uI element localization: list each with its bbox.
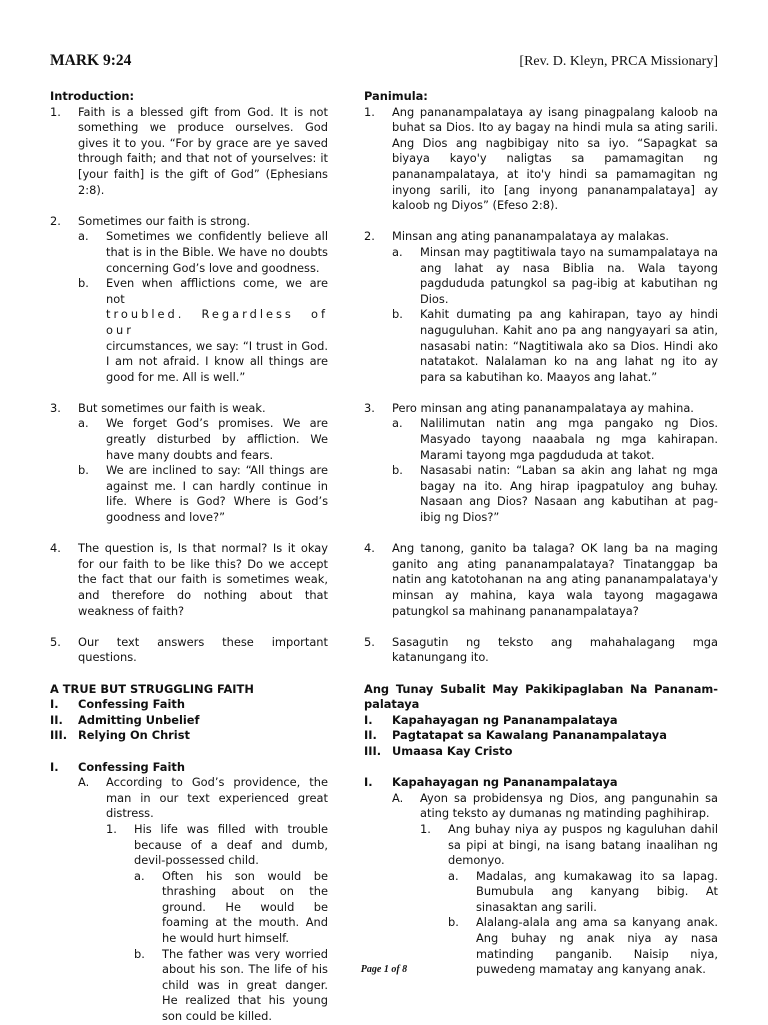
list-subitem bbox=[78, 276, 328, 385]
item-text: Ayon sa probidensya ng Dios, ang pangunahin sa ating teksto ay dumanas ng matinding paghihirap. bbox=[420, 790, 718, 821]
list-item bbox=[50, 105, 328, 199]
outline-item bbox=[50, 728, 328, 744]
outline-item bbox=[50, 713, 328, 729]
point-A1 bbox=[106, 822, 328, 869]
outline-item bbox=[364, 713, 718, 729]
sermon-theme: A TRUE BUT STRUGGLING FAITH bbox=[50, 681, 254, 696]
item-text: We forget God’s promises. We are greatly disturbed by affliction. We have many doubts and fears. bbox=[106, 416, 328, 462]
item-marker: 1. bbox=[50, 104, 61, 119]
item-marker: 1. bbox=[420, 821, 431, 836]
roman-numeral: III. bbox=[50, 728, 68, 743]
item-text: We are inclined to say: “All things are against me. I can hardly continue in life. Where is God? Where is God’s goodness and love?” bbox=[106, 463, 328, 525]
item-text: Sometimes our faith is strong. bbox=[78, 213, 251, 228]
item-marker: 4. bbox=[50, 541, 61, 556]
outline-item bbox=[364, 728, 718, 744]
item-text bbox=[106, 276, 328, 385]
outline-text: Kapahayagan ng Pananampalataya bbox=[392, 712, 618, 727]
item-marker: b. bbox=[78, 463, 89, 478]
english-column bbox=[50, 89, 328, 1025]
item-text-part: Even when afflictions come, we are not bbox=[106, 276, 328, 306]
page-number: Page 1 of 8 bbox=[360, 964, 408, 975]
tagalog-column bbox=[364, 89, 718, 978]
item-text: Nalilimutan natin ang mga pangako ng Dios. Masyado tayong naaabala ng mga kahirapan. Marami tayong mga pagdududa at takot. bbox=[420, 416, 718, 462]
item-marker: b. bbox=[448, 915, 459, 930]
item-marker: b. bbox=[78, 276, 89, 291]
outline-text: Pagtatapat sa Kawalang Pananampalataya bbox=[392, 728, 667, 743]
item-marker: 3. bbox=[50, 400, 61, 415]
item-text: The question is, Is that normal? Is it okay for our faith to be like this? Do we accept the fact that our faith is sometimes weak, and therefore do nothing about that weakness of faith? bbox=[78, 541, 328, 618]
list-item bbox=[364, 105, 718, 214]
item-text: Ang buhay niya ay puspos ng kaguluhan dahil sa pipi at bingi, na isang batang inaalihan ng demonyo. bbox=[448, 821, 718, 868]
item-marker: b. bbox=[392, 463, 403, 478]
list-subitem bbox=[392, 245, 718, 307]
item-marker: a. bbox=[448, 868, 459, 883]
roman-numeral: I. bbox=[50, 697, 59, 712]
list-item bbox=[50, 541, 328, 619]
list-subitem bbox=[392, 307, 718, 385]
item-text: Minsan ang ating pananampalataya ay malakas. bbox=[392, 229, 670, 244]
item-marker: 4. bbox=[364, 541, 375, 556]
item-marker: A. bbox=[78, 775, 90, 790]
list-item bbox=[364, 541, 718, 619]
item-text-part: circumstances, we say: “I trust in God. I am not afraid. I know all things are good for me. All is well.” bbox=[106, 338, 328, 384]
list-subitem bbox=[392, 463, 718, 525]
item-text: Ang pananampalataya ay isang pinagpalang kaloob na buhat sa Dios. Ito ay bagay na hindi mula sa ating sarili. Ang Dios ang nagbibigay nito sa iyo. “Sapagkat sa biyaya kayo'y naligtas sa pamamagitan ng pananampalataya, at ito'y hindi sa pamamagitan ng inyong sarili, ito [ang inyong pananampalataya] ay kaloob ng Diyos” (Efeso 2:8). bbox=[392, 104, 718, 213]
list-item bbox=[50, 635, 328, 666]
item-text: Faith is a blessed gift from God. It is not something we produce ourselves. God gives it to you. “For by grace are ye saved through faith; and that not of yourselves: it [your faith] is the gift of God” (Ephesians 2:8). bbox=[78, 104, 328, 197]
item-text: Minsan may pagtitiwala tayo na sumampalataya na ang lahat ay nasa Biblia na. Wala tayong pagdududa patungkol sa pag-ibig at kabutihan ng Dios. bbox=[420, 244, 718, 306]
outline-text: Umaasa Kay Cristo bbox=[392, 743, 513, 758]
item-text: The father was very worried about his son. The life of his child was in great danger. He realized that his young son could be killed. bbox=[162, 946, 328, 1024]
item-marker: a. bbox=[78, 416, 89, 431]
roman-numeral: II. bbox=[50, 712, 63, 727]
item-text: Ang tanong, ganito ba talaga? OK lang ba na maging ganito ang ating pananampalataya? Tinatanggap ba natin ang katotohanan na ang ating pananampalataya'y minsan ay mahina, kaya wala tayong magagawa patungkol sa mahinang pananampalataya? bbox=[392, 541, 718, 618]
intro-heading: Panimula: bbox=[364, 89, 428, 103]
item-text: His life was filled with trouble because of a deaf and dumb, devil-possessed child. bbox=[134, 821, 328, 868]
item-marker: A. bbox=[392, 790, 404, 805]
roman-numeral: II. bbox=[364, 728, 377, 743]
outline-item bbox=[364, 744, 718, 760]
item-text: Often his son would be thrashing about on the ground. He would be foaming at the mouth. And he would hurt himself. bbox=[162, 868, 328, 946]
roman-numeral: I. bbox=[364, 775, 373, 790]
list-item bbox=[364, 401, 718, 417]
author-line: [Rev. D. Kleyn, PRCA Missionary] bbox=[519, 54, 718, 69]
point-A1 bbox=[420, 822, 718, 869]
item-marker: b. bbox=[392, 307, 403, 322]
item-text: Madalas, ang kumakawag ito sa lapag. Bumubula ang kanyang bibig. At sinasaktan ang sarili. bbox=[476, 868, 718, 914]
list-item bbox=[364, 635, 718, 666]
sermon-theme: Ang Tunay Subalit May Pakikipaglaban Na Pananam-palataya bbox=[364, 681, 718, 712]
list-item bbox=[364, 229, 718, 245]
intro-heading: Introduction: bbox=[50, 89, 135, 103]
section-title: Kapahayagan ng Pananampalataya bbox=[392, 775, 618, 790]
outline-text: Relying On Christ bbox=[78, 728, 190, 743]
section-title: Confessing Faith bbox=[78, 759, 185, 774]
point-A bbox=[392, 791, 718, 822]
roman-numeral: III. bbox=[364, 743, 382, 758]
point-A1b bbox=[134, 947, 328, 1025]
list-subitem bbox=[78, 416, 328, 463]
item-text: But sometimes our faith is weak. bbox=[78, 400, 266, 415]
item-text: Sometimes we confidently believe all that is in the Bible. We have no doubts concerning God’s love and goodness. bbox=[106, 229, 328, 275]
list-subitem bbox=[392, 416, 718, 463]
item-text: According to God’s providence, the man in our text experienced great distress. bbox=[106, 775, 328, 821]
section-heading bbox=[50, 760, 328, 776]
item-marker: 3. bbox=[364, 400, 375, 415]
list-subitem bbox=[78, 229, 328, 276]
list-item bbox=[50, 214, 328, 230]
item-marker: b. bbox=[134, 946, 145, 961]
item-marker: a. bbox=[134, 868, 145, 883]
item-marker: a. bbox=[392, 416, 403, 431]
item-text: Our text answers these important questions. bbox=[78, 634, 328, 665]
document-title: MARK 9:24 bbox=[50, 52, 132, 69]
item-marker: 5. bbox=[364, 634, 375, 649]
item-text: Pero minsan ang ating pananampalataya ay mahina. bbox=[392, 400, 694, 415]
item-text: Nasasabi natin: “Laban sa akin ang lahat ng mga bagay na ito. Ang hirap ipagpatuloy ang buhay. Nasaan ang Dios? Nasaan ang kabutihan at pag-ibig ng Dios?” bbox=[420, 463, 718, 525]
item-marker: 1. bbox=[364, 104, 375, 119]
outline-text: Admitting Unbelief bbox=[78, 712, 200, 727]
item-text-part: troubled. Regardless of our bbox=[106, 307, 328, 337]
item-text: Alalang-alala ang ama sa kanyang anak. Ang buhay ng anak niya ay nasa matinding panganib. Naisip niya, puwedeng mamatay ang kanyang anak. bbox=[476, 915, 718, 977]
list-item bbox=[50, 401, 328, 417]
item-marker: 5. bbox=[50, 634, 61, 649]
item-text: Kahit dumating pa ang kahirapan, tayo ay hindi naguguluhan. Kahit ano pa ang nangyayari sa atin, nasasabi natin: “Nagtitiwala ako sa Dios. Hindi ako natatakot. Nalalaman ko na ang lahat ng ito ay para sa kabutihan ko. Maayos ang lahat.” bbox=[420, 307, 718, 384]
point-A bbox=[78, 775, 328, 822]
list-subitem bbox=[78, 463, 328, 525]
point-A1a bbox=[134, 869, 328, 947]
item-marker: a. bbox=[78, 229, 89, 244]
roman-numeral: I. bbox=[50, 759, 59, 774]
item-marker: a. bbox=[392, 244, 403, 259]
item-marker: 2. bbox=[364, 229, 375, 244]
item-marker: 2. bbox=[50, 213, 61, 228]
point-A1a bbox=[448, 869, 718, 916]
item-marker: 1. bbox=[106, 821, 117, 836]
outline-item bbox=[50, 697, 328, 713]
section-heading bbox=[364, 775, 718, 791]
outline-text: Confessing Faith bbox=[78, 697, 185, 712]
item-text: Sasagutin ng teksto ang mahahalagang mga katanungang ito. bbox=[392, 634, 718, 665]
roman-numeral: I. bbox=[364, 712, 373, 727]
